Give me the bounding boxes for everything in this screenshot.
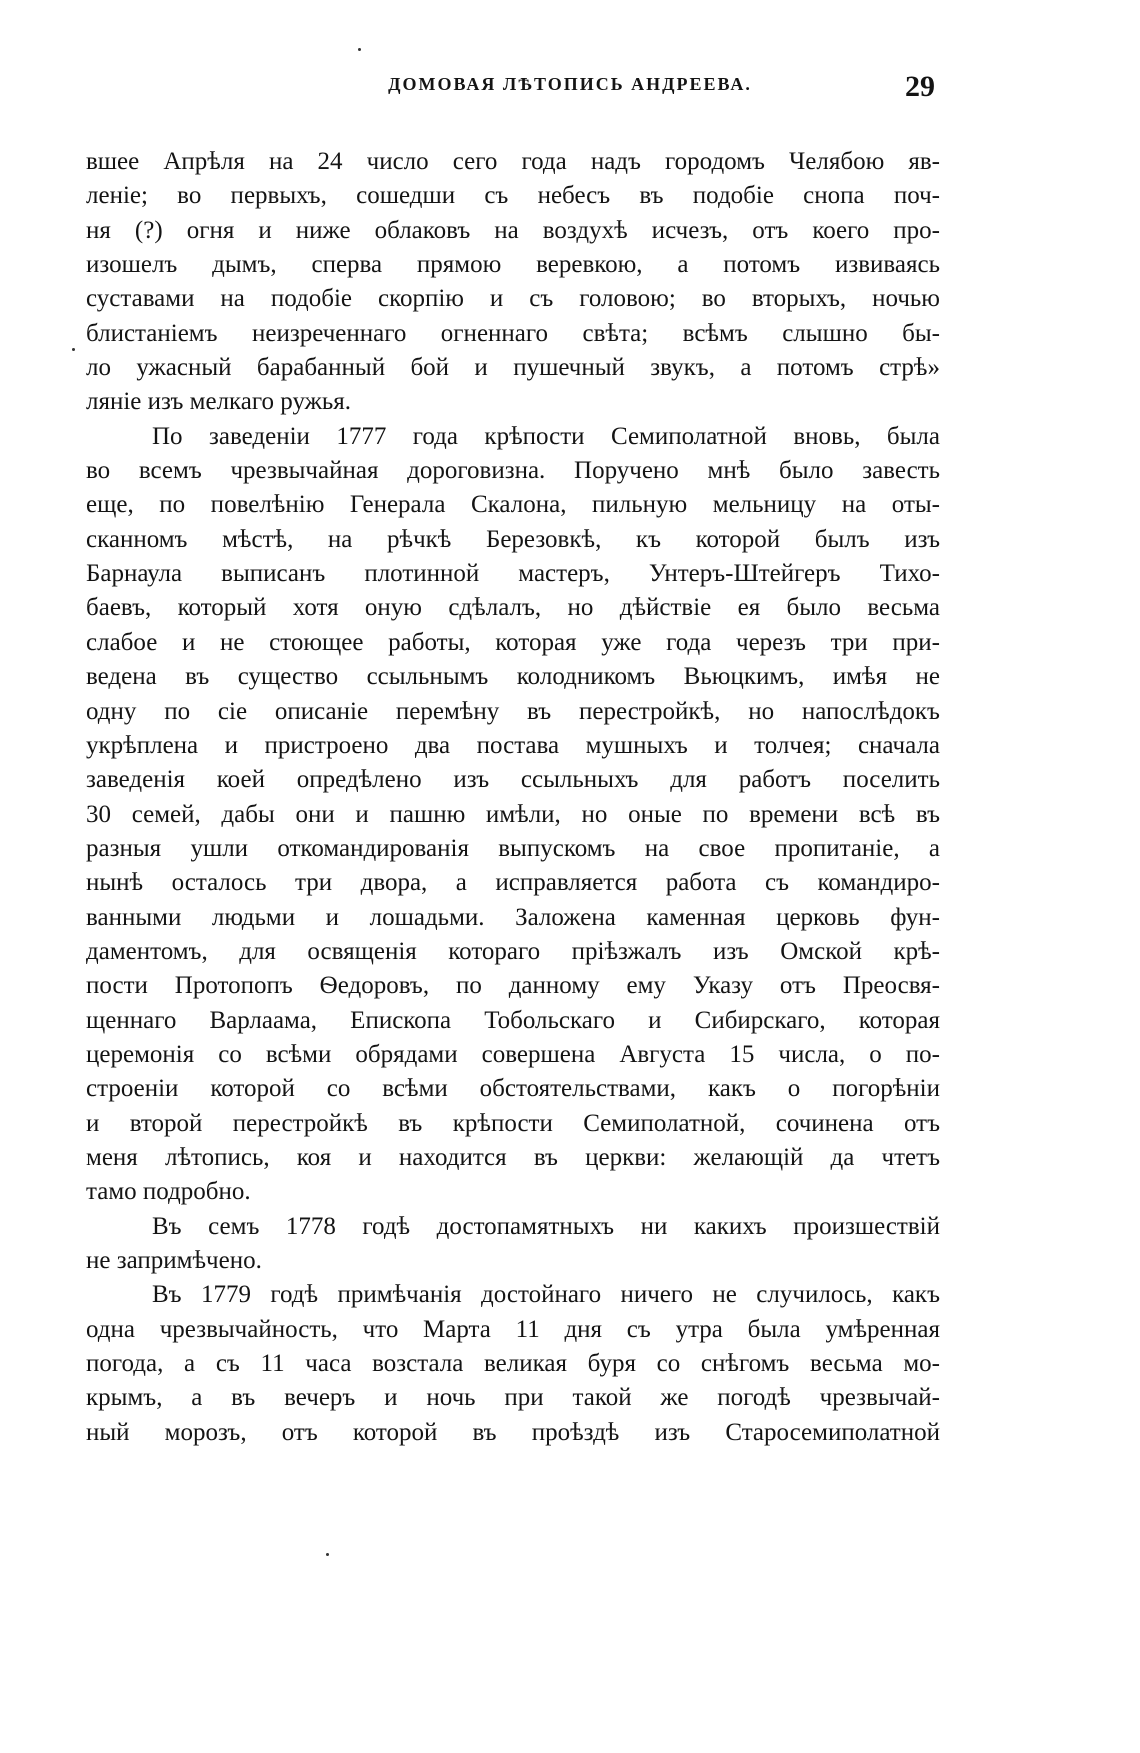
text-line: Барнаула выписанъ плотинной мастеръ, Унтеръ-Штейгеръ Тихо- [86,560,940,588]
text-line: баевъ, который хотя оную сдѣлалъ, но дѣйствіе ея было весьма [86,594,940,622]
text-line: крымъ, а въ вечеръ и ночь при такой же погодѣ чрезвычай- [86,1384,940,1412]
print-speck [358,48,361,51]
running-title: ДОМОВАЯ ЛѢТОПИСЬ АНДРЕЕВА. [388,74,752,94]
text-line: разныя ушли откомандированія выпускомъ на свое пропитаніе, а [86,834,940,862]
text-line: сканномъ мѣстѣ, на рѣчкѣ Березовкѣ, къ которой былъ изъ [86,525,940,553]
text-line: нынѣ осталось три двора, а исправляется работа съ командиро- [86,869,940,897]
paragraph-start-line: Въ семъ 1778 годѣ достопамятныхъ ни какихъ произшествій [152,1212,940,1240]
print-speck [326,1553,329,1556]
text-line: изошелъ дымъ, сперва прямою веревкою, а потомъ извиваясь [86,251,940,279]
text-line: ведена въ существо ссыльнымъ колодникомъ Вьюцкимъ, имѣя не [86,663,940,691]
text-line: ло ужасный барабанный бой и пушечный звукъ, а потомъ стрѣ» [86,354,940,382]
text-line: тамо подробно. [86,1178,251,1206]
text-line: ванными людьми и лошадьми. Заложена каменная церковь фун- [86,903,940,931]
text-line: строеніи которой со всѣми обстоятельствами, какъ о погорѣніи [86,1075,940,1103]
body-text [86,145,940,1450]
page-number: 29 [905,70,935,103]
text-line: ный морозъ, отъ которой въ проѣздѣ изъ Старосемиполатной [86,1418,940,1446]
paragraph-start-line: Въ 1779 годѣ примѣчанія достойнаго ничего не случилось, какъ [152,1281,940,1309]
text-line: во всемъ чрезвычайная дороговизна. Поручено мнѣ было завесть [86,457,940,485]
text-line: 30 семей, дабы они и пашню имѣли, но оные по времени всѣ въ [86,800,940,828]
text-line: одну по сіе описаніе перемѣну въ перестройкѣ, но напослѣдокъ [86,697,940,725]
text-line: и второй перестройкѣ въ крѣпости Семиполатной, сочинена отъ [86,1109,940,1137]
text-line: слабое и не стоющее работы, которая уже года черезъ три при- [86,628,940,656]
text-line: вшее Апрѣля на 24 число сего года надъ городомъ Челябою яв- [86,148,940,175]
text-line: одна чрезвычайность, что Марта 11 дня съ утра была умѣренная [86,1315,940,1343]
text-line: не запримѣчено. [86,1247,262,1274]
text-line: блистаніемъ неизреченнаго огненнаго свѣта; всѣмъ слышно бы- [86,319,940,347]
text-line: леніе; во первыхъ, сошедши съ небесъ въ подобіе снопа поч- [86,182,940,210]
text-line: укрѣплена и пристроено два постава мушныхъ и толчея; сначала [86,731,940,759]
text-line: даментомъ, для освященія котораго пріѣзжалъ изъ Омской крѣ- [86,937,940,965]
text-line: церемонія со всѣми обрядами совершена Августа 15 числа, о по- [86,1040,940,1068]
print-speck [72,348,75,351]
paragraph-start-line: По заведеніи 1777 года крѣпости Семиполатной вновь, была [152,422,940,450]
text-line: щеннаго Варлаама, Епископа Тобольскаго и Сибирскаго, которая [86,1006,940,1034]
text-line: ляніе изъ мелкаго ружья. [86,388,352,416]
text-line: суставами на подобіе скорпію и съ головою; во вторыхъ, ночью [86,285,940,313]
text-line: еще, по повелѣнію Генерала Скалона, пильную мельницу на оты- [86,491,940,519]
text-line: ня (?) огня и ниже облаковъ на воздухѣ исчезъ, отъ коего про- [86,216,940,244]
text-line: погода, а съ 11 часа возстала великая буря со снѣгомъ весьма мо- [86,1350,940,1378]
text-line: меня лѣтопись, коя и находится въ церкви: желающій да чтетъ [86,1143,940,1171]
text-line: пости Протопопъ Ѳедоровъ, по данному ему Указу отъ Преосвя- [86,972,940,1000]
text-line: заведенія коей опредѣлено изъ ссыльныхъ для работъ поселить [86,766,940,794]
